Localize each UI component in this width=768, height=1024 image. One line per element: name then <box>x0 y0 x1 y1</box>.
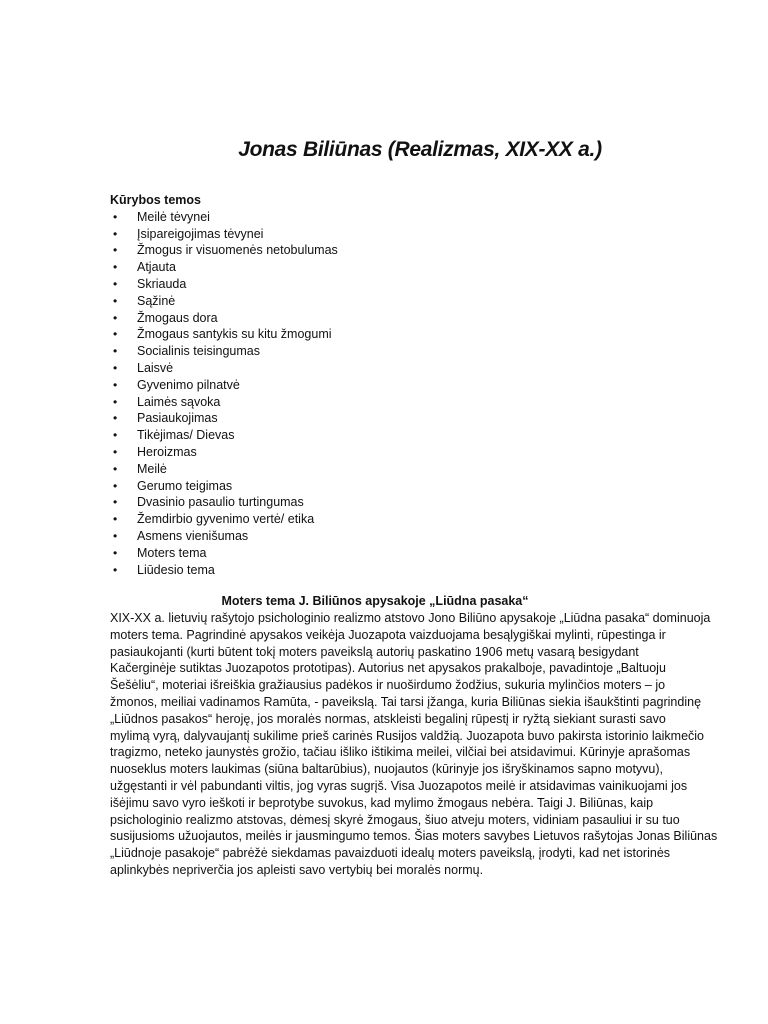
list-item-text: Liūdesio tema <box>137 562 215 577</box>
list-item <box>110 343 338 360</box>
bullet-icon: • <box>113 243 118 258</box>
bullet-icon: • <box>113 260 118 275</box>
list-item-text: Žmogaus santykis su kitu žmogumi <box>137 327 332 342</box>
list-item-text: Laisvė <box>137 360 174 375</box>
list-item-text: Tikėjimas/ Dievas <box>137 428 235 443</box>
list-item-text: Socialinis teisingumas <box>137 344 260 359</box>
paragraph-line: Kačerginėje sutiktas Juozapotos prototipas). Autorius net apysakos prakalboje, pavadintoje „Baltuoju <box>110 661 666 676</box>
list-item <box>110 242 338 259</box>
bullet-icon: • <box>113 528 118 543</box>
bullet-icon: • <box>113 377 118 392</box>
bullet-icon: • <box>113 360 118 375</box>
list-item-text: Heroizmas <box>137 444 197 459</box>
list-item-text: Meilė <box>137 461 167 476</box>
paragraph-line: Šešėliu“, moteriai išreiškia gražiausius padėkos ir nuoširdumo žodžius, sukuria mylinčios moters – jo <box>110 678 666 693</box>
bullet-icon: • <box>113 545 118 560</box>
paragraph-line: nuoseklus moters laukimas (siūna baltarūbius), nuojautos (kūrinyje jos išryškinamos sapno motyvu), <box>110 762 664 777</box>
list-item-text: Įsipareigojimas tėvynei <box>137 226 264 241</box>
bullet-icon: • <box>113 344 118 359</box>
list-item <box>110 226 338 243</box>
list-item <box>110 326 338 343</box>
bullet-icon: • <box>113 394 118 409</box>
bullet-icon: • <box>113 209 118 224</box>
list-item <box>110 444 338 461</box>
bullet-icon: • <box>113 444 118 459</box>
list-item <box>110 427 338 444</box>
topics-list <box>110 209 338 579</box>
bullet-icon: • <box>113 226 118 241</box>
list-item <box>110 377 338 394</box>
paragraph-line: mylimą vyrą, dalyvaujantį sukilime prieš carinės Rusijos valdžią. Juozapota buvo pakirsta istorinio laikmečio <box>110 728 704 743</box>
list-item-text: Pasiaukojimas <box>137 411 218 426</box>
list-item <box>110 511 338 528</box>
list-item-text: Skriauda <box>137 276 187 291</box>
list-item <box>110 276 338 293</box>
paragraph-line: „Liūdnoje pasakoje“ pabrėžė siekdamas pavaizduoti idealų moters paveikslą, įrodyti, kad net istorinės <box>110 846 671 861</box>
bullet-icon: • <box>113 411 118 426</box>
list-item-text: Gerumo teigimas <box>137 478 233 493</box>
list-item <box>110 461 338 478</box>
paragraph-line: tragizmo, neteko jaunystės grožio, tačiau išliko ištikima meilei, vilčiai bei atsidavimui. Kūrinyje aprašomas <box>110 745 691 760</box>
list-item-text: Atjauta <box>137 260 176 275</box>
list-item-text: Žmogus ir visuomenės netobulumas <box>137 243 338 258</box>
list-item <box>110 545 338 562</box>
list-item-text: Laimės sąvoka <box>137 394 221 409</box>
bullet-icon: • <box>113 327 118 342</box>
paragraph-line: moters tema. Pagrindinė apysakos veikėja Juozapota vaizduojama besąlygiškai mylinti, rūpestinga ir <box>110 627 666 642</box>
list-item <box>110 562 338 579</box>
list-item-text: Sąžinė <box>137 293 176 308</box>
bullet-icon: • <box>113 478 118 493</box>
bullet-icon: • <box>113 428 118 443</box>
list-item-text: Asmens vienišumas <box>137 528 249 543</box>
bullet-icon: • <box>113 495 118 510</box>
list-item <box>110 209 338 226</box>
paragraph-line: išėjimu savo vyro ieškoti ir beprotybe suvokus, kad mylimo žmogaus nebėra. Taigi J. Biliūnas, kaip <box>110 795 654 810</box>
bullet-icon: • <box>113 276 118 291</box>
list-item-text: Žemdirbio gyvenimo vertė/ etika <box>137 512 315 527</box>
paragraph-line: susijusioms užuojautos, meilės ir jausmingumo temos. Šias moters savybes Lietuvos rašytojas Jonas Biliūnas <box>110 829 718 844</box>
paragraph-line: aplinkybės nepriverčia jos apleisti savo vertybių bei moralės normų. <box>110 862 484 877</box>
section-heading: Moters tema J. Biliūnos apysakoje „Liūdna pasaka“ <box>221 594 529 608</box>
essay-body <box>110 610 750 879</box>
list-item-text: Gyvenimo pilnatvė <box>137 377 240 392</box>
paragraph-line: užgęstanti ir vėl pabundanti viltis, jog vyras sugrįš. Visa Juozapotos meilė ir atsidavimas vainikuojami jos <box>110 778 688 793</box>
list-item <box>110 293 338 310</box>
list-item <box>110 494 338 511</box>
bullet-icon: • <box>113 461 118 476</box>
bullet-icon: • <box>113 562 118 577</box>
paragraph-line: pasiaukojanti (kurti būtent tokį moters paveikslą autorių paskatino 1906 metų vasarą besigydant <box>110 644 639 659</box>
list-item-text: Meilė tėvynei <box>137 209 210 224</box>
paragraph-line: XIX-XX a. lietuvių rašytojo psichologinio realizmo atstovo Jono Biliūno apysakoje „Liūdna pasaka“ dominuoja <box>110 611 711 625</box>
list-item <box>110 259 338 276</box>
list-item <box>110 478 338 495</box>
list-item <box>110 410 338 427</box>
paragraph-line: žmonos, meiliai vadinamos Ramūta, - paveikslą. Tai tarsi įžanga, kuria Biliūnas siekia išaukštinti pagrindinę <box>110 694 702 709</box>
topics-heading: Kūrybos temos <box>110 193 201 207</box>
list-item <box>110 528 338 545</box>
list-item-text: Dvasinio pasaulio turtingumas <box>137 495 304 510</box>
list-item-text: Moters tema <box>137 545 207 560</box>
list-item <box>110 360 338 377</box>
paragraph-line: psichologinio realizmo atstovas, dėmesį skyrė žmogaus, šiuo atveju moters, vidiniam pasauliui ir su tuo <box>110 812 680 827</box>
list-item <box>110 394 338 411</box>
list-item <box>110 310 338 327</box>
bullet-icon: • <box>113 310 118 325</box>
paragraph-line: „Liūdnos pasakos“ heroję, jos moralės normas, atskleisti begalinį rūpestį ir ryžtą siekiant surasti savo <box>110 711 666 726</box>
bullet-icon: • <box>113 512 118 527</box>
bullet-icon: • <box>113 293 118 308</box>
page-title: Jonas Biliūnas (Realizmas, XIX-XX a.) <box>238 138 602 161</box>
list-item-text: Žmogaus dora <box>137 310 218 325</box>
